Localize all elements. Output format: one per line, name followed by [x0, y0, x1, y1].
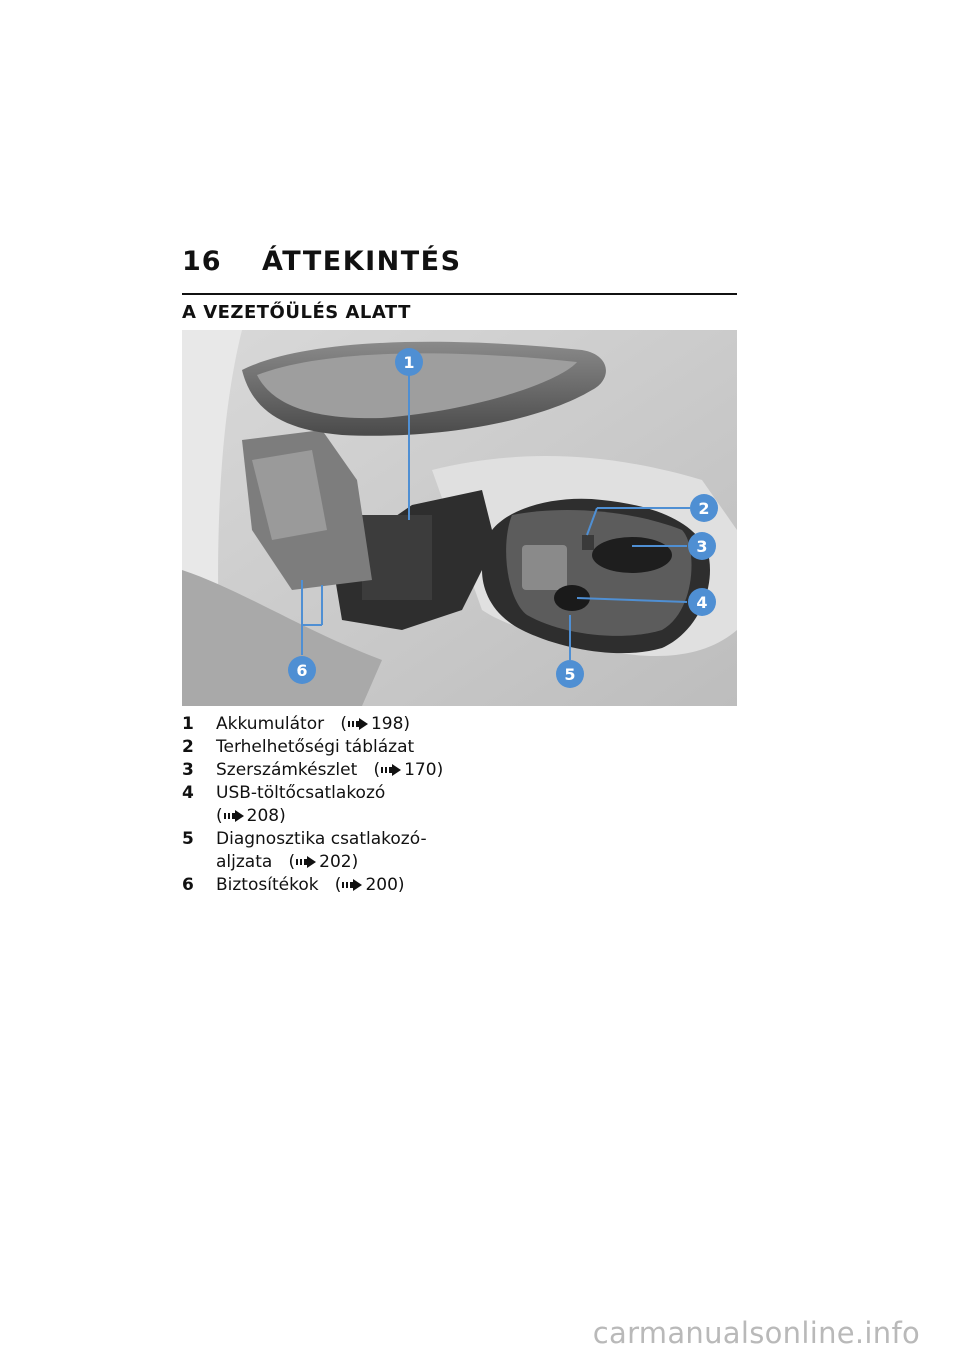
page-reference-arrow-icon — [347, 718, 369, 730]
legend-label: USB-töltőcsatlakozó — [216, 783, 386, 803]
callout-1: 1 — [403, 353, 415, 372]
legend-item-2 — [182, 736, 482, 759]
legend-label: Diagnosztika csatlakozó- — [216, 829, 427, 849]
page-reference-arrow-icon — [295, 856, 317, 868]
page-reference-arrow-icon — [341, 879, 363, 891]
legend-label: Terhelhetőségi táblázat — [216, 737, 415, 757]
legend-label: Szerszámkészlet — [216, 760, 358, 780]
page-reference-link[interactable]: ( 200) — [334, 875, 405, 895]
chapter-number: 16 — [182, 246, 222, 277]
legend-item-1 — [182, 713, 482, 736]
callout-4: 4 — [696, 593, 708, 612]
legend-number: 1 — [182, 714, 194, 734]
section-title: A VEZETŐÜLÉS ALATT — [182, 302, 411, 323]
legend-label: Akkumulátor — [216, 714, 325, 734]
callout-5: 5 — [564, 665, 576, 684]
legend-number: 6 — [182, 875, 194, 895]
callout-2: 2 — [698, 499, 710, 518]
page-reference-link[interactable]: ( 208) — [216, 806, 286, 826]
callout-3: 3 — [696, 537, 708, 556]
legend-number: 2 — [182, 737, 194, 757]
page-reference-link[interactable]: ( 202) — [288, 852, 359, 872]
legend-item-3 — [182, 759, 482, 782]
legend-label: Biztosítékok — [216, 875, 319, 895]
legend-number: 5 — [182, 829, 194, 849]
page-reference-arrow-icon — [223, 810, 245, 822]
header-rule — [182, 293, 737, 295]
chapter-header — [182, 246, 462, 277]
page-reference-arrow-icon — [380, 764, 402, 776]
watermark-link[interactable]: carmanualsonline.info — [592, 1316, 920, 1350]
legend-number: 3 — [182, 760, 194, 780]
legend-label-continued: aljzata — [216, 852, 273, 872]
page-reference-link[interactable]: ( 198) — [340, 714, 411, 734]
legend-item-6 — [182, 874, 482, 897]
legend-list — [182, 713, 482, 897]
page-reference-link[interactable]: ( 170) — [373, 760, 444, 780]
legend-item-5 — [182, 828, 482, 874]
legend-number: 4 — [182, 783, 194, 803]
legend-item-4 — [182, 782, 482, 828]
callout-6: 6 — [296, 661, 308, 680]
figure-under-seat — [182, 330, 737, 706]
chapter-title: ÁTTEKINTÉS — [262, 246, 462, 277]
